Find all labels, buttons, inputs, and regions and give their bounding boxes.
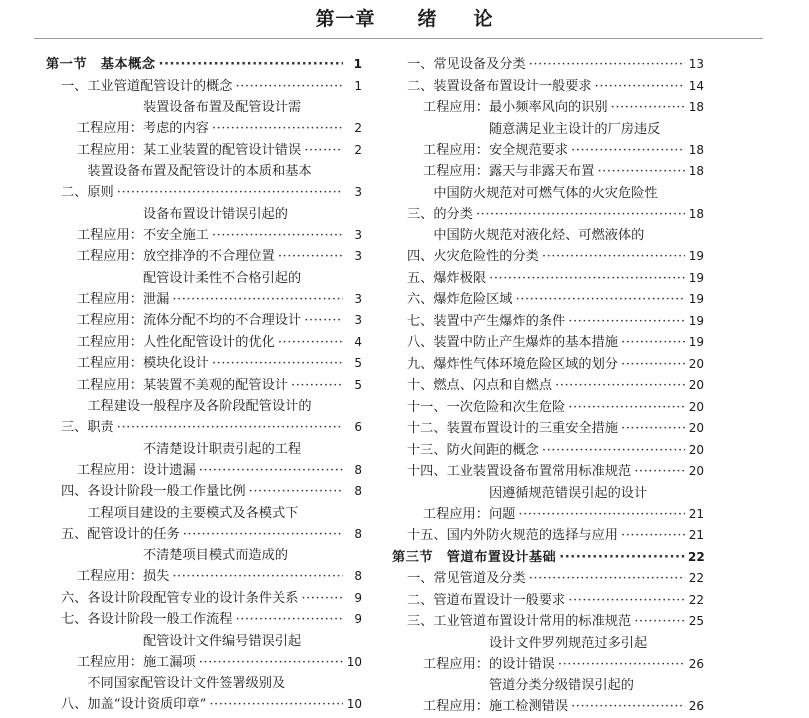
dot-leader — [235, 76, 343, 97]
entry-prefix: 工程应用： — [77, 569, 143, 584]
entry-title-line: 爆炸危险区域 — [433, 292, 513, 307]
dot-leader — [476, 204, 685, 225]
page-number: 4 — [354, 334, 362, 349]
page-number: 3 — [354, 291, 362, 306]
toc-entry[interactable] — [392, 590, 704, 611]
entry-prefix: 工程应用： — [77, 142, 143, 158]
page-number: 10 — [346, 697, 362, 711]
toc-entry[interactable] — [392, 311, 704, 332]
entry-prefix: 十三、 — [407, 442, 447, 458]
dot-leader — [516, 289, 686, 310]
dot-leader — [634, 461, 685, 482]
page-number: 20 — [688, 442, 704, 457]
entry-prefix: 工程应用： — [423, 100, 489, 115]
dot-leader — [611, 97, 685, 118]
toc-entry[interactable] — [46, 673, 362, 715]
toc-application-entry[interactable] — [392, 161, 704, 182]
dot-leader — [558, 654, 685, 675]
entry-prefix: 五、 — [61, 526, 88, 542]
dot-leader — [278, 332, 343, 353]
entry-prefix: 工程应用： — [77, 356, 143, 371]
entry-title-line: 流体分配不均的不合理设计 — [142, 313, 302, 328]
entry-title-line: 某装置不美观的配管设计 — [142, 377, 288, 393]
dot-leader — [518, 504, 685, 525]
entry-title-line: 设计遗漏 — [142, 462, 196, 478]
entry-prefix: 九、 — [407, 356, 434, 372]
title-divider — [34, 38, 763, 39]
page-number: 3 — [354, 185, 362, 199]
dot-leader — [595, 76, 685, 97]
toc-entry[interactable] — [392, 611, 704, 632]
dot-leader — [183, 524, 343, 545]
toc-entry[interactable] — [392, 418, 704, 439]
entry-title-line: 装置中产生爆炸的条件 — [433, 313, 566, 329]
dot-leader — [542, 246, 685, 267]
page-number: 21 — [688, 528, 704, 542]
toc-application-entry[interactable] — [46, 246, 362, 267]
entry-prefix: 十五、 — [407, 528, 447, 543]
page-number: 6 — [354, 420, 362, 434]
dot-leader — [621, 418, 685, 439]
entry-title-line: 各设计阶段一般工作流程 — [87, 612, 233, 627]
page-number: 20 — [688, 378, 704, 392]
page-number: 21 — [688, 506, 704, 521]
toc-application-entry[interactable] — [46, 439, 362, 481]
page-number: 22 — [688, 592, 704, 607]
entry-prefix: 四、 — [407, 249, 434, 264]
page-number: 18 — [688, 142, 704, 157]
entry-title-line: 爆炸性气体环境危险区域的划分 — [433, 356, 618, 372]
toc-entry[interactable] — [392, 440, 704, 461]
dot-leader — [621, 525, 685, 546]
chapter-title-char-2: 论 — [473, 8, 494, 30]
chapter-title-char-1: 绪 — [417, 8, 438, 30]
toc-section-entry[interactable] — [46, 54, 362, 75]
entry-title-line: 第一节 基本概念 — [46, 57, 156, 72]
dot-leader — [571, 140, 685, 161]
entry-title-line: 泄漏 — [142, 291, 170, 307]
dot-leader — [489, 268, 685, 289]
toc-application-entry[interactable] — [46, 631, 362, 673]
entry-title-line: 不清楚项目模式而造成的 — [142, 548, 288, 563]
entry-prefix: 工程应用： — [423, 656, 489, 672]
dot-leader — [291, 375, 343, 396]
toc-column-left — [46, 54, 362, 716]
page-number: 20 — [688, 399, 704, 414]
entry-prefix: 十一、 — [407, 399, 447, 415]
entry-title-line: 设备布置设计错误引起的 — [142, 206, 288, 222]
dot-leader — [278, 246, 343, 267]
dot-leader — [199, 460, 343, 481]
toc-entry[interactable] — [392, 268, 704, 289]
entry-prefix: 八、 — [407, 335, 434, 350]
entry-title-line: 不同国家配管设计文件签署级别及 — [87, 676, 286, 691]
entry-prefix: 二、 — [407, 78, 434, 94]
page-number: 5 — [354, 377, 362, 392]
entry-prefix: 工程应用： — [77, 249, 143, 264]
page-number: 10 — [346, 654, 362, 669]
entry-prefix: 七、 — [61, 612, 88, 627]
entry-prefix: 工程应用： — [77, 121, 143, 136]
entry-title-line: 加盖“设计资质印章” — [87, 697, 207, 712]
dot-leader — [172, 566, 343, 587]
page-number: 22 — [688, 571, 704, 585]
entry-prefix: 二、 — [61, 185, 88, 200]
entry-prefix: 工程应用： — [423, 142, 489, 158]
entry-title-line: 人性化配管设计的优化 — [142, 334, 275, 350]
entry-title-line: 问题 — [488, 506, 516, 522]
toc-entry[interactable] — [392, 76, 704, 97]
entry-title-line: 防火间距的概念 — [446, 442, 539, 458]
entry-title-line: 工业装置设备布置常用标准规范 — [446, 464, 632, 479]
toc-entry[interactable] — [392, 332, 704, 353]
dot-leader — [559, 547, 685, 568]
entry-title-line: 的设计错误 — [488, 656, 555, 672]
dot-leader — [621, 332, 685, 353]
dot-leader — [212, 353, 343, 374]
page-number: 18 — [688, 164, 704, 178]
toc-section-entry[interactable] — [392, 547, 704, 568]
entry-prefix: 六、 — [407, 292, 434, 307]
entry-title-line: 工业管道配管设计的概念 — [87, 78, 233, 94]
entry-prefix: 工程应用： — [77, 334, 143, 350]
entry-title-line: 随意满足业主设计的厂房违反 — [488, 121, 661, 137]
dot-leader — [249, 481, 343, 502]
toc-entry[interactable] — [392, 183, 704, 225]
page-number: 25 — [688, 614, 704, 628]
page-number: 3 — [354, 227, 362, 242]
toc-entry[interactable] — [46, 161, 362, 203]
toc-application-entry[interactable] — [46, 97, 362, 139]
dot-leader — [159, 54, 344, 75]
entry-title-line: 工业管道布置设计常用的标准规范 — [433, 614, 632, 629]
toc-application-entry[interactable] — [392, 97, 704, 118]
toc-application-entry[interactable] — [392, 483, 704, 525]
page-number: 1 — [354, 78, 362, 93]
entry-title-line: 第三节 管道布置设计基础 — [392, 549, 557, 565]
page-number: 19 — [688, 249, 704, 263]
entry-title-line: 中国防火规范对可燃气体的火灾危险性 — [433, 185, 658, 201]
toc-entry[interactable] — [46, 76, 362, 97]
entry-title-line: 施工检测错误 — [488, 699, 569, 714]
dot-leader — [555, 375, 685, 396]
page-number: 20 — [688, 421, 704, 435]
page-number: 20 — [688, 356, 704, 371]
toc-entry[interactable] — [46, 588, 362, 609]
page-number: 8 — [354, 526, 362, 541]
toc-entry[interactable] — [46, 609, 362, 630]
page-number: 2 — [354, 142, 362, 157]
entry-title-line: 一次危险和次生危险 — [446, 399, 566, 415]
entry-title-line: 各设计阶段配管专业的设计条件关系 — [87, 590, 299, 606]
toc-application-entry[interactable] — [46, 332, 362, 353]
entry-title-line: 某工业装置的配管设计错误 — [142, 142, 302, 158]
dot-leader — [117, 417, 343, 438]
entry-prefix: 工程应用： — [77, 313, 143, 328]
entry-prefix: 十二、 — [407, 421, 447, 436]
dot-leader — [568, 311, 685, 332]
page-number: 20 — [688, 464, 704, 478]
entry-prefix: 工程应用： — [77, 462, 143, 478]
page-number: 18 — [688, 206, 704, 221]
entry-title-line: 配管设计文件编号错误引起 — [142, 633, 302, 649]
entry-title-line: 管道布置设计一般要求 — [433, 592, 566, 608]
entry-prefix: 工程应用： — [77, 377, 143, 393]
toc-entry[interactable] — [392, 461, 704, 482]
toc-application-entry[interactable] — [46, 268, 362, 310]
entry-prefix: 工程应用： — [77, 654, 143, 670]
entry-title-line: 配管设计的任务 — [87, 526, 180, 542]
dot-leader — [301, 588, 343, 609]
page-number: 5 — [354, 356, 362, 370]
page-number: 9 — [354, 612, 362, 626]
entry-title-line: 设计文件罗列规范过多引起 — [488, 635, 648, 651]
entry-prefix: 一、 — [407, 571, 434, 586]
page-number: 19 — [688, 292, 704, 306]
dot-leader — [212, 118, 343, 139]
entry-prefix: 六、 — [61, 590, 88, 606]
toc-application-entry[interactable] — [46, 140, 362, 161]
page-number: 22 — [688, 549, 705, 564]
entry-title-line: 装置设备布置设计一般要求 — [433, 78, 592, 94]
entry-title-line: 装置设备布置及配管设计的本质和基本 — [87, 164, 312, 179]
entry-prefix: 七、 — [407, 313, 434, 329]
entry-title-line: 工程建设一般程序及各阶段配管设计的 — [87, 399, 312, 414]
entry-title-line: 燃点、闪点和自燃点 — [433, 378, 553, 393]
chapter-number: 第一章 — [315, 8, 376, 30]
toc-entry[interactable] — [46, 503, 362, 545]
toc-application-entry[interactable] — [392, 119, 704, 161]
entry-title-line: 原则 — [87, 185, 114, 200]
entry-title-line: 爆炸极限 — [433, 270, 487, 286]
entry-prefix: 工程应用： — [77, 291, 143, 307]
dot-leader — [172, 289, 343, 310]
dot-leader — [597, 161, 685, 182]
toc-application-entry[interactable] — [46, 204, 362, 246]
entry-title-line: 常见管道及分类 — [433, 571, 526, 586]
toc-entry[interactable] — [392, 375, 704, 396]
entry-prefix: 三、 — [407, 206, 434, 222]
dot-leader — [634, 611, 685, 632]
toc-column-right — [392, 54, 704, 718]
entry-title-line: 模块化设计 — [142, 356, 209, 371]
entry-title-line: 放空排净的不合理位置 — [142, 249, 275, 264]
page-number: 18 — [688, 100, 704, 114]
toc-entry[interactable] — [46, 481, 362, 502]
toc-entry[interactable] — [46, 396, 362, 438]
entry-title-line: 损失 — [142, 569, 170, 584]
dot-leader — [199, 652, 343, 673]
entry-prefix: 八、 — [61, 697, 88, 712]
toc-entry[interactable] — [392, 354, 704, 375]
page-number: 14 — [688, 78, 704, 93]
toc-application-entry[interactable] — [46, 545, 362, 587]
entry-title-line: 装置设备布置及配管设计需 — [142, 100, 302, 115]
dot-leader — [304, 140, 343, 161]
page-number: 8 — [354, 462, 362, 477]
dot-leader — [117, 182, 343, 203]
entry-prefix: 二、 — [407, 592, 434, 608]
dot-leader — [529, 54, 685, 75]
entry-title-line: 配管设计柔性不合格引起的 — [142, 270, 302, 286]
entry-title-line: 装置中防止产生爆炸的基本措施 — [433, 335, 618, 350]
toc-entry[interactable] — [392, 289, 704, 310]
dot-leader — [568, 590, 685, 611]
dot-leader — [529, 568, 685, 589]
toc-application-entry[interactable] — [46, 310, 362, 331]
entry-title-line: 不安全施工 — [142, 227, 209, 243]
page-number: 19 — [688, 335, 704, 349]
entry-title-line: 考虑的内容 — [142, 121, 209, 136]
entry-title-line: 火灾危险性的分类 — [433, 249, 539, 264]
entry-prefix: 四、 — [61, 484, 88, 499]
entry-title-line: 国内外防火规范的选择与应用 — [446, 528, 618, 543]
entry-title-line: 工程项目建设的主要模式及各模式下 — [87, 505, 299, 521]
entry-title-line: 不清楚设计职责引起的工程 — [142, 441, 302, 457]
entry-title-line: 因遵循规范错误引起的设计 — [488, 485, 648, 501]
entry-title-line: 的分类 — [433, 206, 473, 222]
entry-title-line: 管道分类分级错误引起的 — [488, 678, 634, 693]
page-number: 26 — [688, 699, 704, 713]
page-number: 2 — [354, 121, 362, 135]
entry-title-line: 露天与非露天布置 — [488, 164, 595, 179]
toc-application-entry[interactable] — [46, 375, 362, 396]
entry-prefix: 一、 — [407, 57, 434, 72]
page-number: 1 — [353, 57, 362, 71]
entry-title-line: 常见设备及分类 — [433, 57, 526, 72]
entry-prefix: 工程应用： — [77, 227, 143, 243]
dot-leader — [568, 397, 685, 418]
dot-leader — [235, 609, 343, 630]
toc-entry[interactable] — [392, 54, 704, 75]
chapter-title — [0, 4, 809, 31]
dot-leader — [304, 310, 343, 331]
entry-title-line: 安全规范要求 — [488, 142, 569, 158]
toc-entry[interactable] — [392, 397, 704, 418]
dot-leader — [212, 225, 343, 246]
entry-prefix: 十、 — [407, 378, 434, 393]
entry-title-line: 最小频率风向的识别 — [488, 100, 608, 115]
entry-prefix: 工程应用： — [423, 164, 489, 179]
page-number: 19 — [688, 313, 704, 328]
entry-prefix: 工程应用： — [423, 506, 489, 522]
dot-leader — [542, 440, 685, 461]
entry-title-line: 施工漏项 — [142, 654, 196, 670]
entry-title-line: 中国防火规范对液化烃、可燃液体的 — [433, 228, 645, 243]
dot-leader — [621, 354, 685, 375]
entry-title-line: 各设计阶段一般工作量比例 — [87, 484, 246, 499]
toc-application-entry[interactable] — [46, 353, 362, 374]
dot-leader — [571, 696, 685, 717]
entry-prefix: 一、 — [61, 78, 88, 94]
toc-application-entry[interactable] — [392, 675, 704, 717]
entry-prefix: 工程应用： — [423, 699, 489, 714]
toc-entry[interactable] — [392, 225, 704, 267]
page-number: 19 — [688, 270, 704, 285]
dot-leader — [209, 694, 343, 715]
page-number: 9 — [354, 590, 362, 605]
toc-entry[interactable] — [392, 525, 704, 546]
page-number: 8 — [354, 484, 362, 498]
entry-title-line: 装置布置设计的三重安全措施 — [446, 421, 618, 436]
page-number: 13 — [688, 57, 704, 71]
page-number: 3 — [354, 313, 362, 327]
page-number: 3 — [354, 249, 362, 263]
entry-prefix: 五、 — [407, 270, 434, 286]
entry-prefix: 十四、 — [407, 464, 447, 479]
page-number: 8 — [354, 569, 362, 583]
toc-entry[interactable] — [392, 568, 704, 589]
entry-prefix: 三、 — [407, 614, 434, 629]
entry-title-line: 职责 — [87, 420, 114, 435]
toc-application-entry[interactable] — [392, 633, 704, 675]
entry-prefix: 三、 — [61, 420, 88, 435]
page-number: 26 — [688, 656, 704, 671]
